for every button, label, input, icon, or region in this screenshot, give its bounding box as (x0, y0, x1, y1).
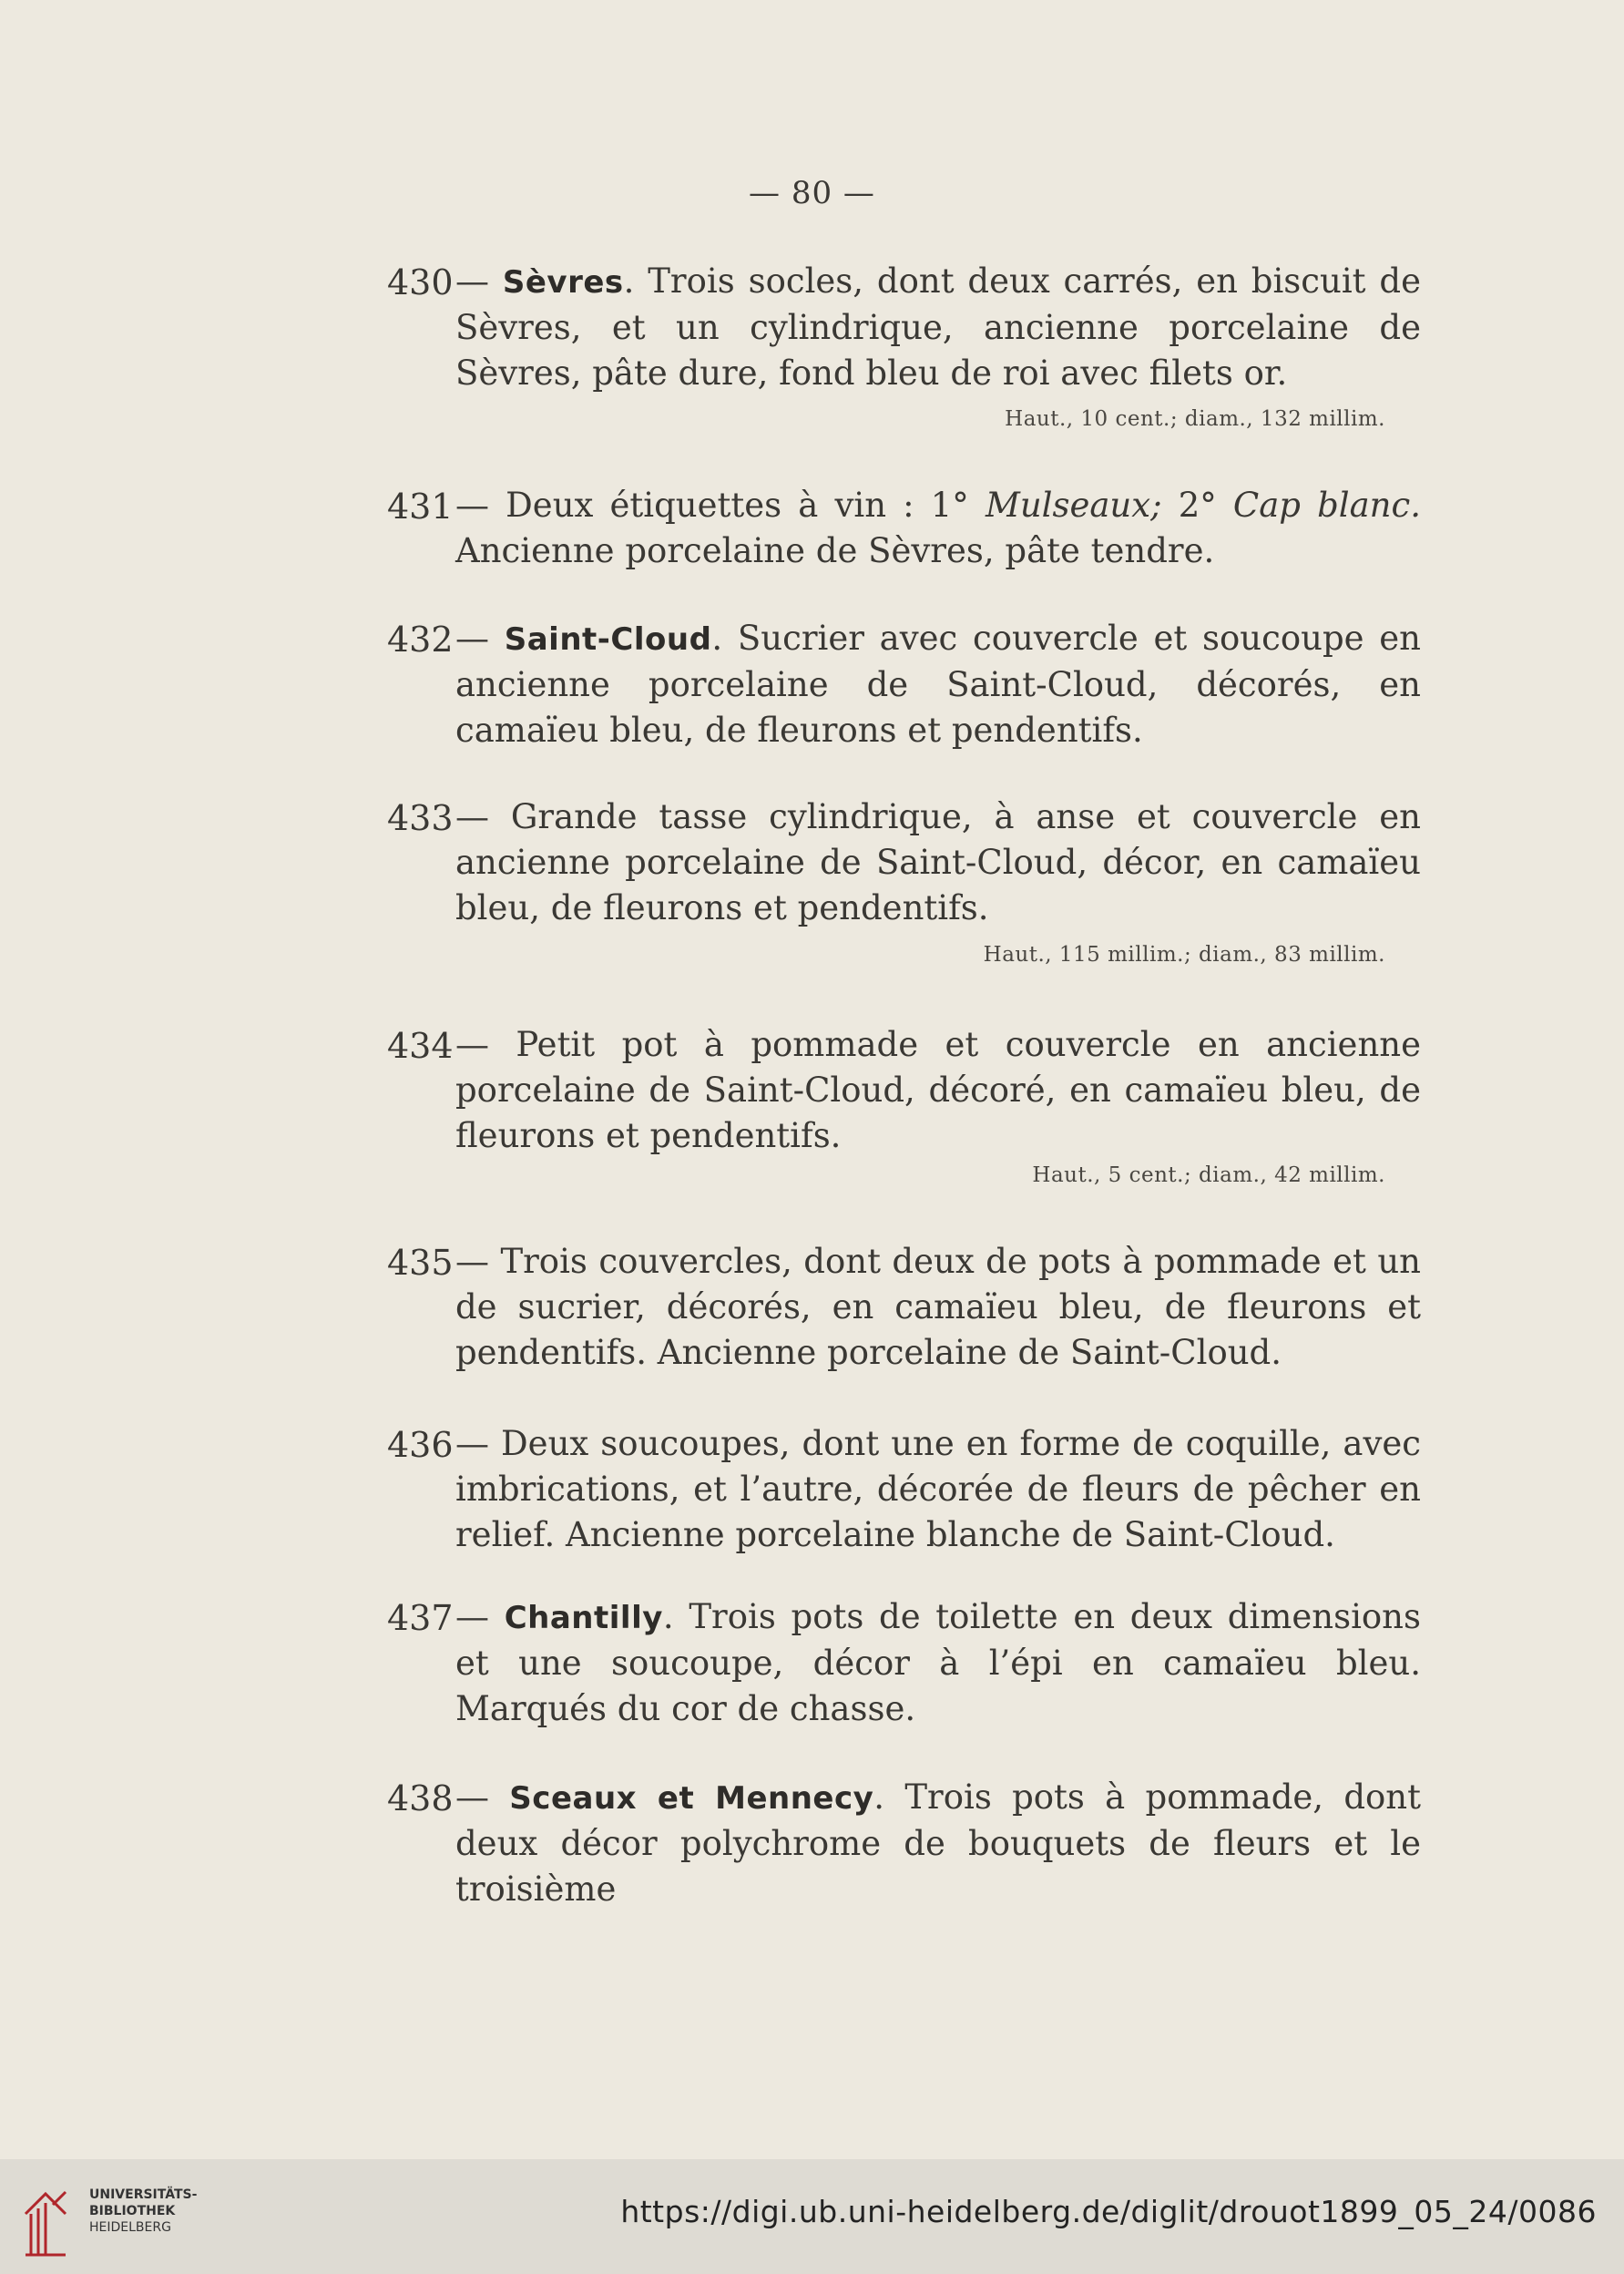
entry-number: 431 (387, 487, 454, 527)
entry-description: . Trois pots de toilette en deux dimensions et une soucoupe, décor à l’épi en camaïeu bleu. Marqués du cor de chasse. (455, 1597, 1421, 1728)
footer-bar (0, 2159, 1624, 2274)
entry-dimensions: Haut., 115 millim.; diam., 83 millim. (983, 943, 1385, 967)
entry-dimensions: Haut., 10 cent.; diam., 132 millim. (1005, 407, 1385, 431)
entry-number: 435 (387, 1243, 454, 1283)
entry-number: 433 (387, 798, 454, 838)
entry-dash: — (455, 1597, 505, 1636)
entry-description-part: 2° (1178, 486, 1233, 525)
entry-dash: — (455, 619, 505, 658)
entry-number: 438 (387, 1778, 454, 1818)
library-name-line3: HEIDELBERG (89, 2220, 171, 2235)
entry-text (455, 1594, 1421, 1732)
entry-heading: Chantilly (504, 1600, 663, 1636)
entry-dimensions: Haut., 5 cent.; diam., 42 millim. (1032, 1163, 1385, 1187)
library-logo-icon (18, 2177, 73, 2259)
entry-heading: Saint-Cloud (504, 621, 712, 658)
entry-heading: Sèvres (502, 264, 624, 301)
entry-text: — Trois couvercles, dont deux de pots à pommade et un de sucrier, décorés, en camaïeu bleu, de fleurons et pendentifs. Ancienne porcelaine de Saint-Cloud. (455, 1242, 1421, 1372)
entry-number: 436 (387, 1425, 454, 1465)
entry-number: 434 (387, 1026, 454, 1066)
entry-text (455, 616, 1421, 753)
entry-dash: — (455, 1777, 510, 1817)
library-name-line1: UNIVERSITÄTS- (89, 2187, 198, 2202)
entry-description: — Deux étiquettes à vin : 1° (455, 486, 986, 525)
entry-text (455, 1775, 1421, 1912)
entry-italic-name: Mulseaux; (985, 486, 1179, 525)
library-name (89, 2187, 197, 2236)
entry-description: . Trois socles, dont deux carrés, en biscuit de Sèvres, et un cylindrique, ancienne porcelaine de Sèvres, pâte dure, fond bleu de roi avec filets or. (455, 261, 1421, 393)
entry-description-end: Ancienne porcelaine de Sèvres, pâte tendre. (455, 531, 1215, 570)
entry-dash: — (455, 261, 503, 301)
entry-text (455, 259, 1421, 396)
entry-text (455, 483, 1421, 574)
entry-number: 430 (387, 262, 454, 302)
entry-number: 437 (387, 1598, 454, 1638)
entry-description: . Sucrier avec couvercle et soucoupe en ancienne porcelaine de Saint-Cloud, décorés, en camaïeu bleu, de fleurons et pendentifs. (455, 619, 1421, 750)
entry-italic-name-2: Cap blanc. (1232, 486, 1421, 525)
source-url-link[interactable]: https://digi.ub.uni-heidelberg.de/diglit/drouot1899_05_24/0086 (620, 2194, 1597, 2229)
library-name-line2: BIBLIOTHEK (89, 2204, 176, 2218)
entry-number: 432 (387, 620, 454, 660)
entry-text: — Petit pot à pommade et couvercle en ancienne porcelaine de Saint-Cloud, décoré, en camaïeu bleu, de fleurons et pendentifs. (455, 1025, 1421, 1155)
entry-heading: Sceaux et Mennecy (509, 1780, 874, 1817)
entry-description: . Trois pots à pommade, dont deux décor polychrome de bouquets de fleurs et le troisième (455, 1777, 1422, 1909)
entry-text: — Grande tasse cylindrique, à anse et couvercle en ancienne porcelaine de Saint-Cloud, décor, en camaïeu bleu, de fleurons et pendentifs. (455, 797, 1421, 927)
entry-text: — Deux soucoupes, dont une en forme de coquille, avec imbrications, et l’autre, décorée de fleurs de pêcher en relief. Ancienne porcelaine blanche de Saint-Cloud. (455, 1424, 1421, 1554)
page-number: — 80 — (749, 175, 875, 211)
